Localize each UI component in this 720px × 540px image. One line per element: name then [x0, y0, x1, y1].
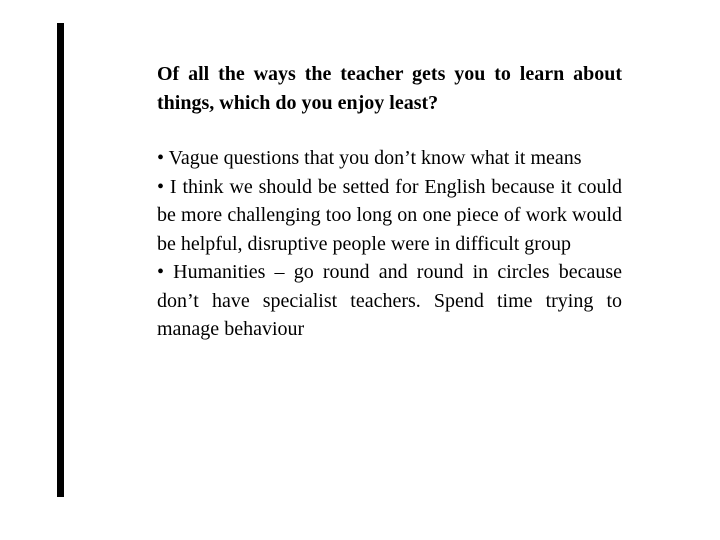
answer-item: • Vague questions that you don’t know what it means	[157, 147, 582, 169]
answer-list	[157, 144, 622, 344]
left-accent-bar	[57, 23, 64, 497]
slide-content	[157, 60, 622, 344]
question-heading: Of all the ways the teacher gets you to learn about things, which do you enjoy least?	[157, 63, 622, 114]
answer-item: • Humanities – go round and round in circles because don’t have specialist teachers. Spend time trying to manage behaviour	[157, 261, 622, 340]
answer-item: • I think we should be setted for English because it could be more challenging too long on one piece of work would be helpful, disruptive people were in difficult group	[157, 175, 622, 255]
